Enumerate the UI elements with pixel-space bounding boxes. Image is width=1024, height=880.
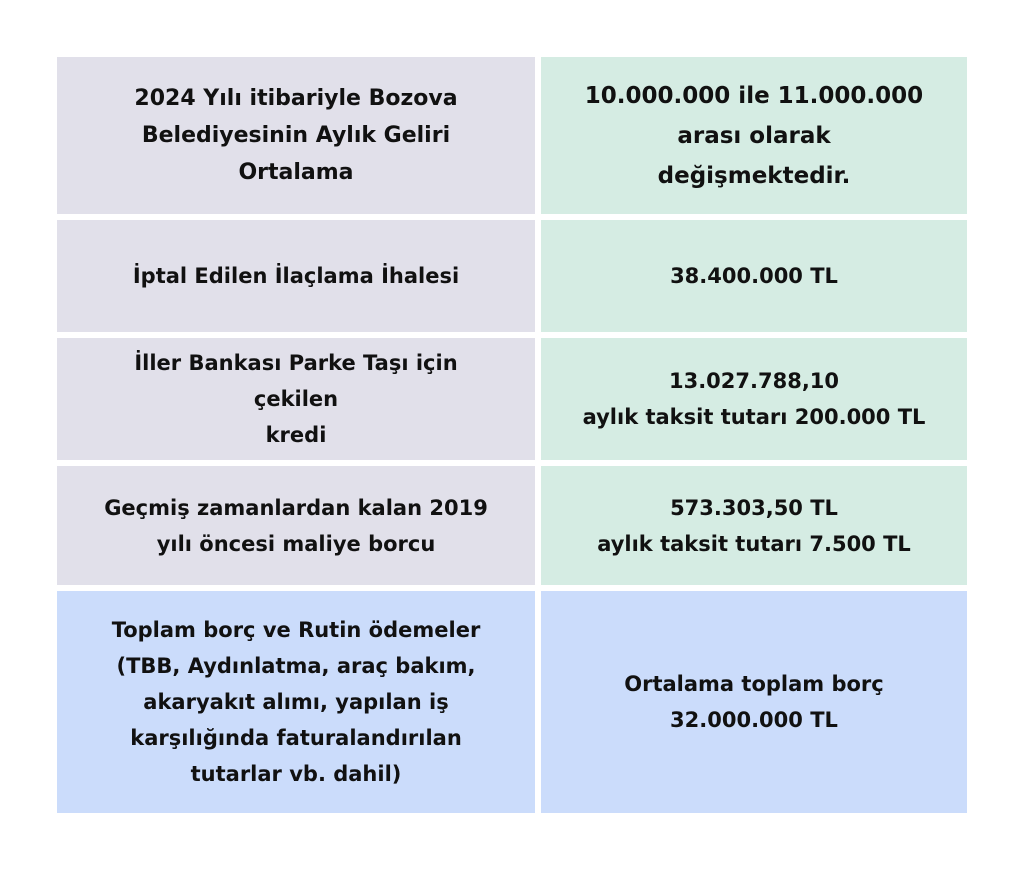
row-1-label-text: 2024 Yılı itibariyle Bozova Belediyesinin Aylık Geliri Ortalama [134, 86, 458, 185]
row-5-label [57, 591, 535, 813]
row-2-label [57, 220, 535, 332]
row-3-value [541, 338, 967, 460]
row-2-value [541, 220, 967, 332]
finance-summary-table [57, 57, 967, 813]
row-4-label-text: Geçmiş zamanlardan kalan 2019 yılı öncesi maliye borcu [104, 495, 488, 556]
row-4-label [57, 466, 535, 585]
row-1-value-text: 10.000.000 ile 11.000.000 arası olarak değişmektedir. [584, 82, 924, 189]
row-3-label [57, 338, 535, 460]
row-3-value-text: 13.027.788,10 aylık taksit tutarı 200.000 TL [582, 369, 926, 429]
row-1-value [541, 57, 967, 214]
row-2-label-text: İptal Edilen İlaçlama İhalesi [132, 264, 460, 288]
row-5-value-text: Ortalama toplam borç 32.000.000 TL [624, 672, 884, 732]
row-3-label-text: İller Bankası Parke Taşı için çekilen kredi [134, 351, 458, 447]
row-1-label [57, 57, 535, 214]
row-5-label-text: Toplam borç ve Rutin ödemeler (TBB, Aydınlatma, araç bakım, akaryakıt alımı, yapılan iş karşılığında faturalandırılan tutarlar vb. dahil) [111, 618, 481, 786]
row-4-value [541, 466, 967, 585]
row-2-value-text: 38.400.000 TL [670, 264, 838, 288]
row-5-value [541, 591, 967, 813]
row-4-value-text: 573.303,50 TL aylık taksit tutarı 7.500 TL [597, 495, 911, 556]
